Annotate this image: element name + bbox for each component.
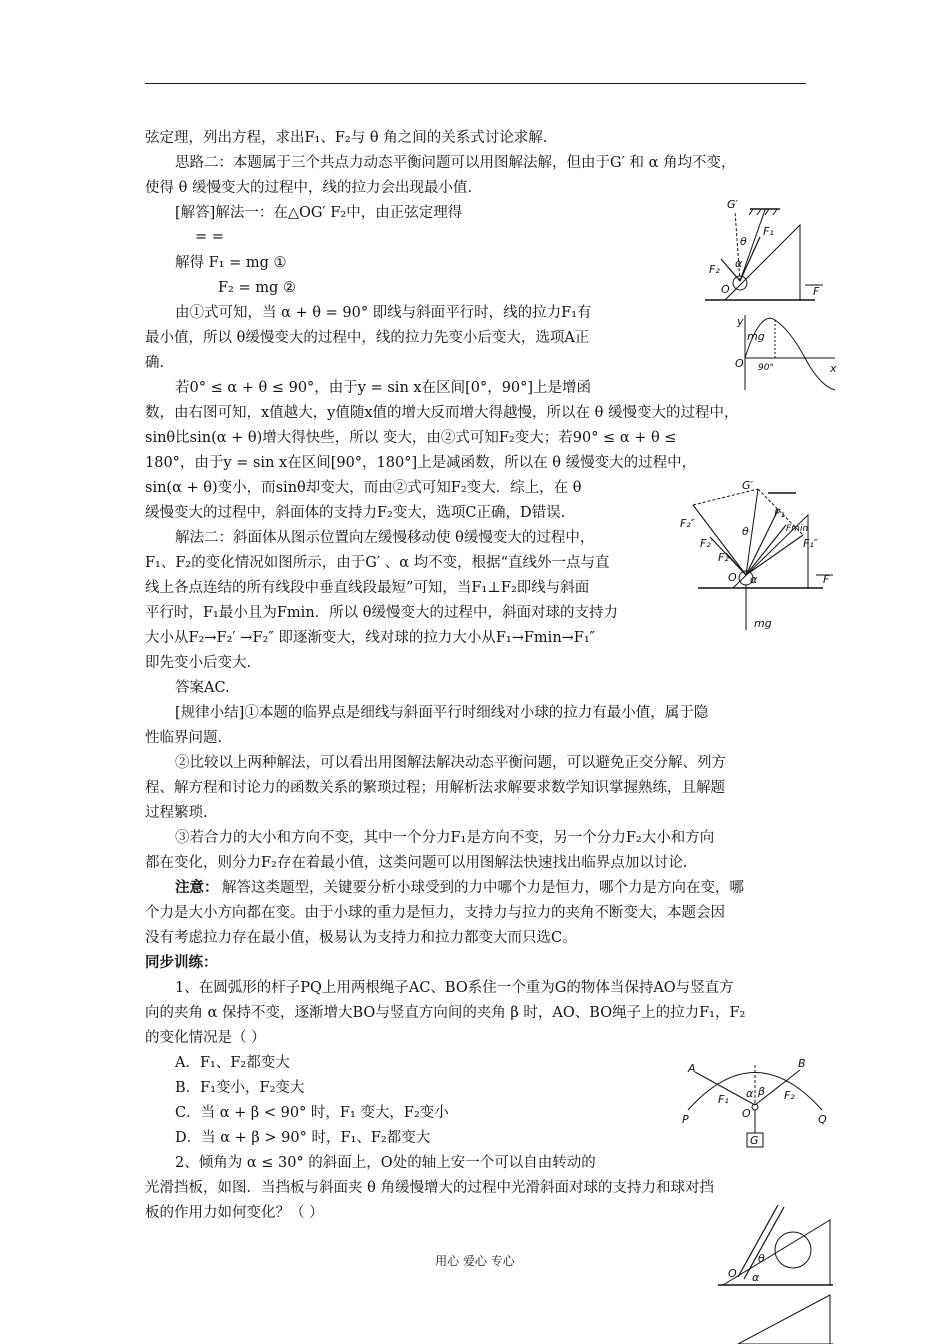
text-line: 由①式可知，当 α + θ = 90° 即线与斜面平行时，线的拉力F₁有	[175, 305, 592, 321]
fig3-label: G	[750, 1134, 759, 1147]
text-line: ②比较以上两种解法，可以看出用图解法解决动态平衡问题，可以避免正交分解、列方	[175, 755, 726, 771]
fig2-label: F₂′	[700, 537, 714, 550]
fig4-label: α	[752, 1271, 760, 1284]
fig2-label: Fmin	[786, 524, 809, 534]
text-line: 的变化情况是（ ）	[145, 1030, 266, 1046]
figure-arc-ropes	[680, 1055, 830, 1155]
fig1-label: F₂	[709, 263, 720, 276]
page-footer: 用心 爱心 专心	[435, 1254, 515, 1268]
fig2-label: G′	[742, 479, 754, 492]
text-line: 即先变小后变大.	[145, 655, 252, 671]
fig3-label: P	[682, 1113, 689, 1126]
text-line: 使得 θ 缓慢变大的过程中，线的拉力会出现最小值.	[145, 180, 473, 196]
text-line: 向的夹角 α 保持不变，逐渐增大BO与竖直方向间的夹角 β 时，AO、BO绳子上的拉力F₁，F₂	[145, 1005, 746, 1021]
text-line: sinθ比sin(α + θ)增大得快些，所以 变大，由②式可知F₂变大；若90° ≤ α + θ ≤	[145, 430, 677, 446]
fig1-label: O	[721, 283, 730, 296]
text-line: F₂ = mg ②	[218, 280, 296, 296]
fig4-label: O	[728, 1267, 737, 1280]
figure-incline-baffle	[718, 1205, 838, 1344]
text-line: 板的作用力如何变化？（ ）	[145, 1205, 324, 1221]
text-line: = =	[195, 229, 224, 245]
text-line: 最小值，所以 θ缓慢变大的过程中，线的拉力先变小后变大，选项A正	[145, 330, 590, 346]
text-line: sin(α + θ)变小，而sinθ却变大，而由②式可知F₂变大．综上，在 θ	[145, 480, 582, 496]
sine-label: y	[737, 315, 744, 328]
option-a: A．F₁、F₂都变大	[175, 1055, 290, 1071]
text-line: 180°，由于y = sin x在区间[90°，180°]上是减函数，所以在 θ 缓慢变大的过程中，	[145, 455, 697, 471]
text-line: 1、在圆弧形的杆子PQ上用两根绳子AC、BO系住一个重为G的物体当保持AO与竖直方	[175, 980, 734, 996]
header-rule	[145, 83, 806, 84]
fig2-label: F₁″	[803, 537, 818, 550]
text-line: 没有考虑拉力存在最小值，极易认为支持力和拉力都变大而只选C。	[145, 930, 577, 946]
fig2-label: O	[728, 571, 737, 584]
text-line: 确.	[145, 355, 165, 371]
text-line: ③若合力的大小和方向不变，其中一个分力F₁是方向不变，另一个分力F₂大小和方向	[175, 830, 715, 846]
text-line: F₁、F₂的变化情况如图所示，由于G′ 、α 均不变，根据“直线外一点与直	[145, 555, 610, 571]
fig1-label: F₁	[763, 225, 774, 238]
text-line: 个力是大小方向都在变。由于小球的重力是恒力，支持力与拉力的夹角不断变大，本题会因	[145, 905, 725, 921]
fig3-label: β	[758, 1085, 766, 1098]
text-line: 都在变化，则分力F₂存在着最小值，这类问题可以用图解法快速找出临界点加以讨论.	[145, 855, 688, 871]
fig2-label: F₁	[774, 507, 785, 520]
text-line: 弦定理，列出方程，求出F₁、F₂与 θ 角之间的关系式讨论求解.	[145, 130, 548, 146]
fig2-label: F	[823, 573, 830, 586]
text-line: 大小从F₂→F₂′ →F₂″ 即逐渐变大，线对球的拉力大小从F₁→Fmin→F₁″	[145, 630, 596, 646]
sine-label: 90°	[758, 363, 774, 373]
text-line: 思路二：本题属于三个共点力动态平衡问题可以用图解法解，但由于G′ 和 α 角均不变，	[175, 155, 736, 171]
option-b: B．F₁变小，F₂变大	[175, 1080, 305, 1096]
fig2-label: θ	[742, 525, 749, 538]
fig4-label: θ	[758, 1252, 765, 1265]
fig1-label: θ	[740, 235, 747, 248]
fig3-label: Q	[818, 1113, 827, 1126]
text-line: 解答这类题型，关键要分析小球受到的力中哪个力是恒力，哪个力是方向在变，哪	[222, 880, 744, 896]
fig2-label: F₂″	[680, 517, 695, 530]
text-line: 答案AC.	[175, 680, 230, 696]
fig3-label: O	[742, 1107, 751, 1120]
fig1-label: F	[813, 285, 820, 298]
sine-label: O	[735, 357, 744, 370]
text-line: 线上各点连结的所有线段中垂直线段最短”可知，当F₁⊥F₂即线与斜面	[145, 580, 590, 596]
fig1-label: α	[735, 257, 743, 270]
text-line: 缓慢变大的过程中，斜面体的支持力F₂变大，选项C正确，D错误.	[145, 505, 566, 521]
text-line: [规律小结]①本题的临界点是细线与斜面平行时细线对小球的拉力有最小值，属于隐	[175, 705, 709, 721]
text-line: 过程繁琐.	[145, 805, 208, 821]
section-title: 同步训练：	[145, 954, 218, 971]
fig2-label: mg	[754, 617, 772, 630]
fig2-label: F₂	[718, 551, 729, 564]
option-c: C．当 α + β < 90° 时，F₁ 变大，F₂变小	[175, 1105, 449, 1121]
figure-force-diagram-1	[705, 195, 825, 315]
option-d: D．当 α + β > 90° 时，F₁、F₂都变大	[175, 1130, 431, 1146]
text-line: 若0° ≤ α + θ ≤ 90°，由于y = sin x在区间[0°，90°]上是增函	[175, 380, 592, 396]
fig2-label: α	[750, 573, 758, 586]
fig3-label: F₂	[784, 1089, 795, 1102]
text-line: 数，由右图可知，x值越大，y值随x值的增大反而增大得越慢，所以在 θ 缓慢变大的过程中，	[145, 405, 739, 421]
text-line: 2、倾角为 α ≤ 30° 的斜面上，O处的轴上安一个可以自由转动的	[175, 1155, 596, 1171]
text-line: 解法二：斜面体从图示位置向左缓慢移动使 θ缓慢变大的过程中，	[175, 530, 595, 546]
text-line: 光滑挡板，如图．当挡板与斜面夹 θ 角缓慢增大的过程中光滑斜面对球的支持力和球对挡	[145, 1180, 714, 1196]
text-line: [解答]解法一：在△OG′ F₂中，由正弦定理得	[175, 205, 463, 221]
text-line: 性临界问题.	[145, 730, 223, 746]
text-line: 解得 F₁ = mg ①	[175, 255, 287, 271]
fig3-label: A	[688, 1062, 696, 1075]
sine-label: mg	[747, 330, 765, 343]
text-line: 程、解方程和讨论力的函数关系的繁琐过程；用解析法求解要求数学知识掌握熟练，且解题	[145, 780, 725, 796]
sine-label: x	[830, 362, 837, 375]
note-label: 注意：	[175, 879, 219, 896]
fig1-label: G′	[727, 198, 739, 211]
text-line: 平行时，F₁最小且为Fmin．所以 θ缓慢变大的过程中，斜面对球的支持力	[145, 605, 618, 621]
figure-force-diagram-2	[678, 475, 838, 635]
fig3-label: B	[798, 1057, 806, 1070]
fig3-label: F₁	[718, 1093, 729, 1106]
figure-sine-curve	[725, 310, 840, 395]
fig3-label: α	[746, 1087, 754, 1100]
